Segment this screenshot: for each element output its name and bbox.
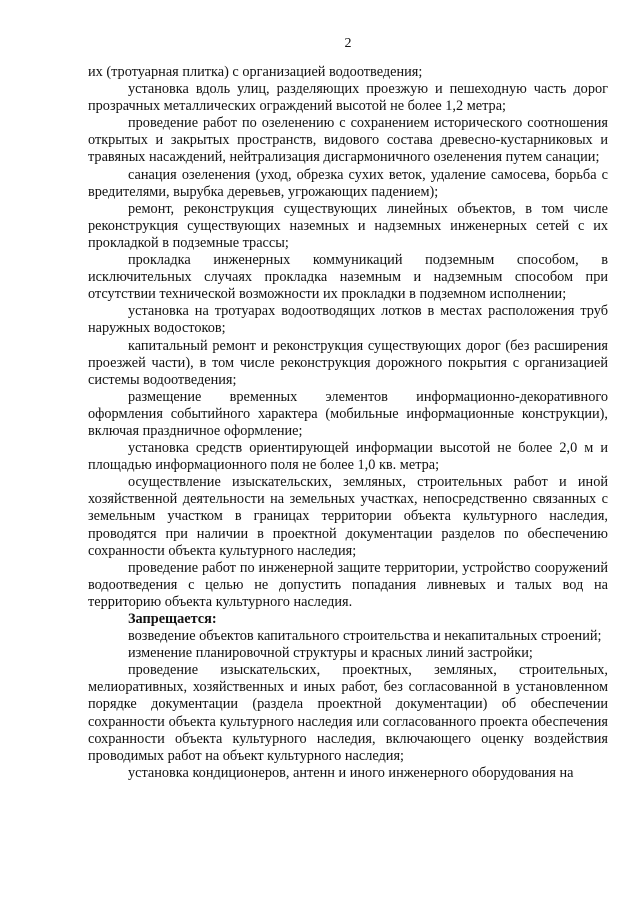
paragraph-sanitation: санация озеленения (уход, обрезка сухих веток, удаление самосева, борьба с вредителями, вырубка деревьев, угрожающих падением);	[88, 166, 608, 200]
paragraph-road-repair: капитальный ремонт и реконструкция существующих дорог (без расширения проезжей части), в том числе реконструкция дорожного покрытия с организацией системы водоотведения;	[88, 337, 608, 388]
paragraph-utilities: прокладка инженерных коммуникаций подземным способом, в исключительных случаях прокладка наземным и надземным способом при отсутствии технической возможности их прокладки в подземном исполнении;	[88, 252, 608, 303]
paragraph-linear-objects: ремонт, реконструкция существующих линейных объектов, в том числе реконструкция существующих наземных и надземных инженерных сетей с их прокладкой в подземные трассы;	[88, 200, 608, 251]
paragraph-temporary-decor: размещение временных элементов информационно-декоративного оформления событийного характера (мобильные информационные конструкции), включая праздничное оформление;	[88, 388, 608, 439]
prohibited-heading: Запрещается:	[128, 611, 217, 627]
paragraph-no-unapproved-works: проведение изыскательских, проектных, земляных, строительных, мелиоративных, хозяйственных и иных работ, без согласованной в установленном порядке документации (раздела проектной документации) об обеспечении сохранности объекта культурного наследия или согласованного проекта обеспечения сохранности объекта культурного наследия, включающего оценку воздействия проводимых работ на объект культурного наследия;	[88, 662, 608, 764]
paragraph-no-planning-change: изменение планировочной структуры и красных линий застройки;	[128, 645, 533, 662]
paragraph-no-construction: возведение объектов капитального строительства и некапитальных строений;	[128, 628, 602, 645]
paragraph-orientation-signs: установка средств ориентирующей информации высотой не более 2,0 м и площадью информационного поля не более 1,0 кв. метра;	[88, 440, 608, 474]
paragraph-survey-works: осуществление изыскательских, земляных, строительных работ и иной хозяйственной деятельности на земельных участках, непосредственно связанных с земельным участком в границах территории объекта культурного наследия, проводятся при наличии в проектной документации разделов по обеспечению сохранности объекта культурного наследия;	[88, 474, 608, 559]
paragraph-engineering-protection: проведение работ по инженерной защите территории, устройство сооружений водоотведения с целью не допустить попадания ливневых и талых вод на территорию объекта культурного наследия.	[88, 559, 608, 610]
document-body	[88, 64, 608, 782]
paragraph-railings: установка вдоль улиц, разделяющих проезжую и пешеходную часть дорог прозрачных металлических ограждений высотой не более 1,2 метра;	[88, 81, 608, 115]
paragraph-landscaping: проведение работ по озеленению с сохранением исторического соотношения открытых и закрытых пространств, видового состава древесно-кустарниковых и травяных насаждений, нейтрализация дисгармоничного озеленения путем санации;	[88, 115, 608, 166]
paragraph-equipment-installation: установка кондиционеров, антенн и иного инженерного оборудования на	[128, 764, 574, 781]
paragraph-continuation: их (тротуарная плитка) с организацией водоотведения;	[88, 64, 423, 80]
paragraph-drainage-trays: установка на тротуарах водоотводящих лотков в местах расположения труб наружных водостоков;	[88, 303, 608, 337]
page-number: 2	[344, 36, 352, 51]
document-page	[88, 0, 608, 905]
